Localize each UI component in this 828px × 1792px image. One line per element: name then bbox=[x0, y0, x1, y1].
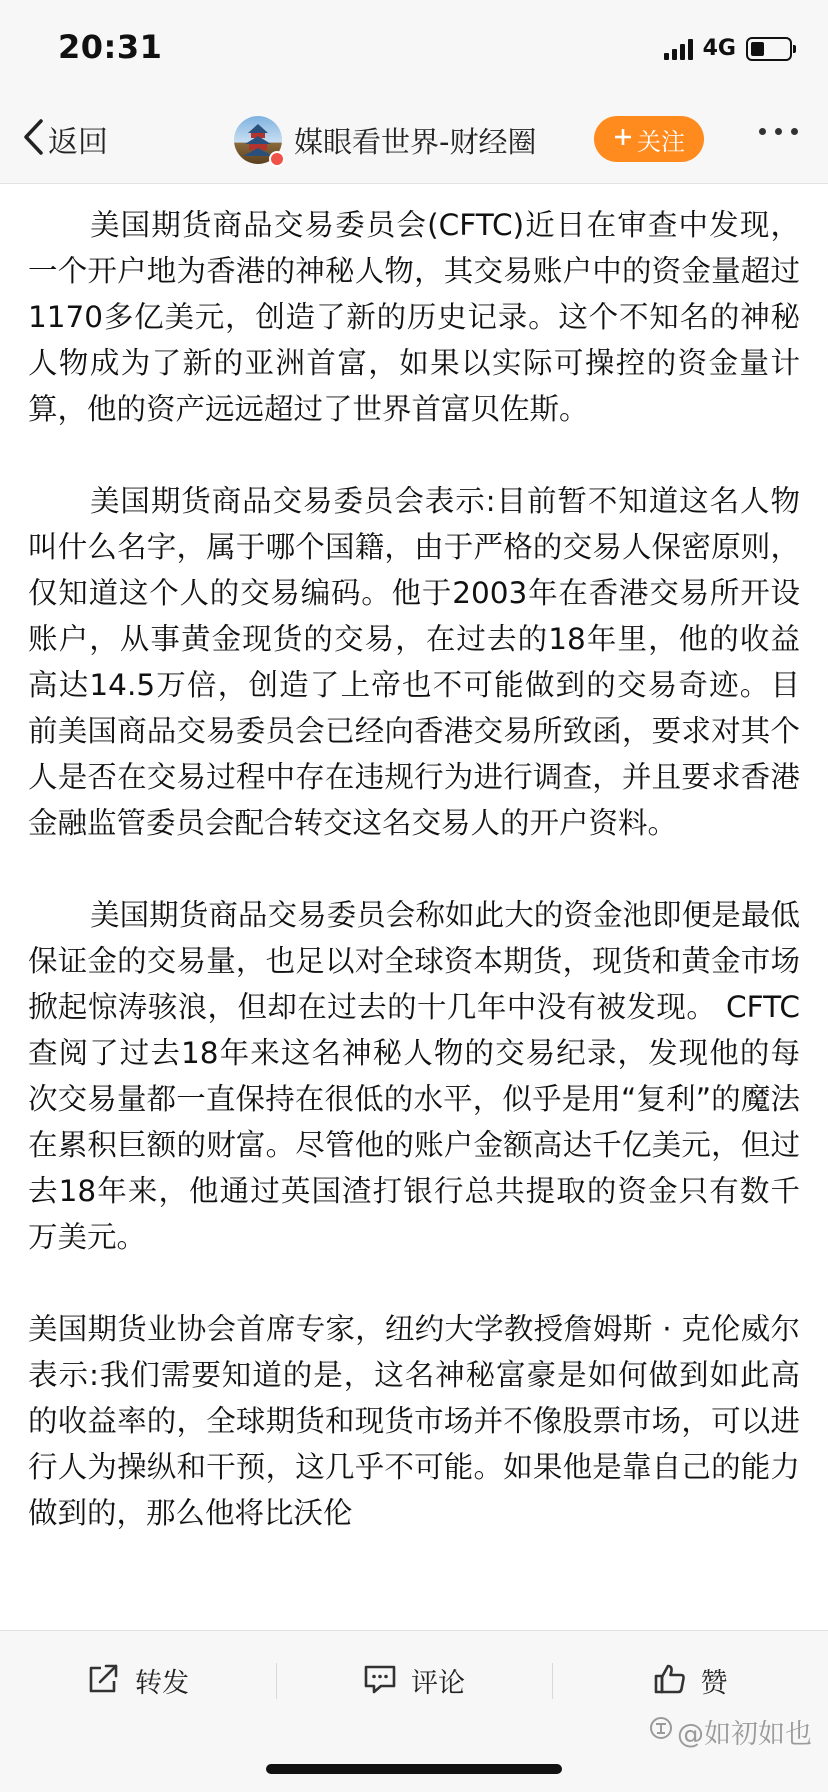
back-label: 返回 bbox=[48, 125, 108, 160]
comment-label: 评论 bbox=[411, 1668, 465, 1699]
watermark bbox=[649, 1712, 812, 1751]
follow-button[interactable] bbox=[594, 116, 704, 162]
article-paragraph: 美国期货业协会首席专家，纽约大学教授詹姆斯 · 克伦威尔表示:我们需要知道的是，这名神秘富豪是如何做到如此高的收益率的，全球期货和现货市场并不像股票市场，可以进行人为操纵和干预，这几乎不可能。如果他是靠自己的能力做到的，那么他将比沃伦 bbox=[28, 1312, 800, 1530]
verified-badge-icon bbox=[269, 151, 285, 167]
more-dot-icon bbox=[775, 128, 782, 135]
battery-level bbox=[751, 42, 764, 56]
back-button[interactable] bbox=[22, 116, 108, 162]
more-dot-icon bbox=[759, 128, 766, 135]
home-indicator[interactable] bbox=[266, 1764, 562, 1774]
thumbs-up-icon bbox=[653, 1663, 687, 1699]
comment-button[interactable] bbox=[276, 1631, 552, 1730]
watermark-text: @如初如也 bbox=[677, 1719, 812, 1750]
more-options-button[interactable] bbox=[755, 124, 802, 139]
like-label: 赞 bbox=[700, 1668, 728, 1699]
network-label: 4G bbox=[702, 36, 736, 61]
share-icon bbox=[87, 1663, 121, 1699]
status-indicators bbox=[664, 36, 792, 61]
nav-bar bbox=[0, 96, 828, 184]
article-paragraph: 美国期货商品交易委员会(CFTC)近日在审查中发现，一个开户地为香港的神秘人物，其交易账户中的资金量超过1170多亿美元，创造了新的历史记录。这个不知名的神秘人物成为了新的亚洲首富，如果以实际可操控的资金量计算，他的资产远远超过了世界首富贝佐斯。 bbox=[28, 208, 800, 426]
article-paragraph: 美国期货商品交易委员会表示:目前暂不知道这名人物叫什么名字，属于哪个国籍，由于严格的交易人保密原则，仅知道这个人的交易编码。他于2003年在香港交易所开设账户，从事黄金现货的交易，在过去的18年里，他的收益高达14.5万倍，创造了上帝也不可能做到的交易奇迹。目前美国商品交易委员会已经向香港交易所致函，要求对其个人是否在交易过程中存在违规行为进行调查，并且要求香港金融监管委员会配合转交这名交易人的开户资料。 bbox=[28, 484, 800, 840]
status-time: 20:31 bbox=[58, 28, 163, 66]
share-label: 转发 bbox=[135, 1668, 189, 1699]
account-name: 媒眼看世界-财经圈 bbox=[294, 124, 537, 159]
article-paragraph: 美国期货商品交易委员会称如此大的资金池即便是最低保证金的交易量，也足以对全球资本期货，现货和黄金市场掀起惊涛骇浪，但却在过去的十几年中没有被发现。 CFTC查阅了过去18年来这名神秘人物的交易纪录，发现他的每次交易量都一直保持在很低的水平，似乎是用“复利”的魔法在累积巨额的财富。尽管他的账户金额高达千亿美元，但过去18年来，他通过英国渣打银行总共提取的资金只有数千万美元。 bbox=[28, 898, 800, 1254]
more-dot-icon bbox=[791, 128, 798, 135]
plus-icon bbox=[613, 125, 633, 153]
account-header[interactable] bbox=[234, 108, 536, 172]
signal-icon bbox=[664, 38, 693, 60]
status-bar bbox=[0, 0, 828, 96]
article-body bbox=[28, 202, 800, 1582]
comment-icon bbox=[363, 1663, 397, 1699]
share-button[interactable] bbox=[0, 1631, 276, 1730]
avatar[interactable] bbox=[234, 116, 282, 164]
zhihu-logo-icon bbox=[649, 1716, 673, 1747]
follow-label: 关注 bbox=[637, 127, 685, 156]
battery-icon bbox=[746, 37, 792, 61]
chevron-left-icon bbox=[22, 118, 44, 160]
